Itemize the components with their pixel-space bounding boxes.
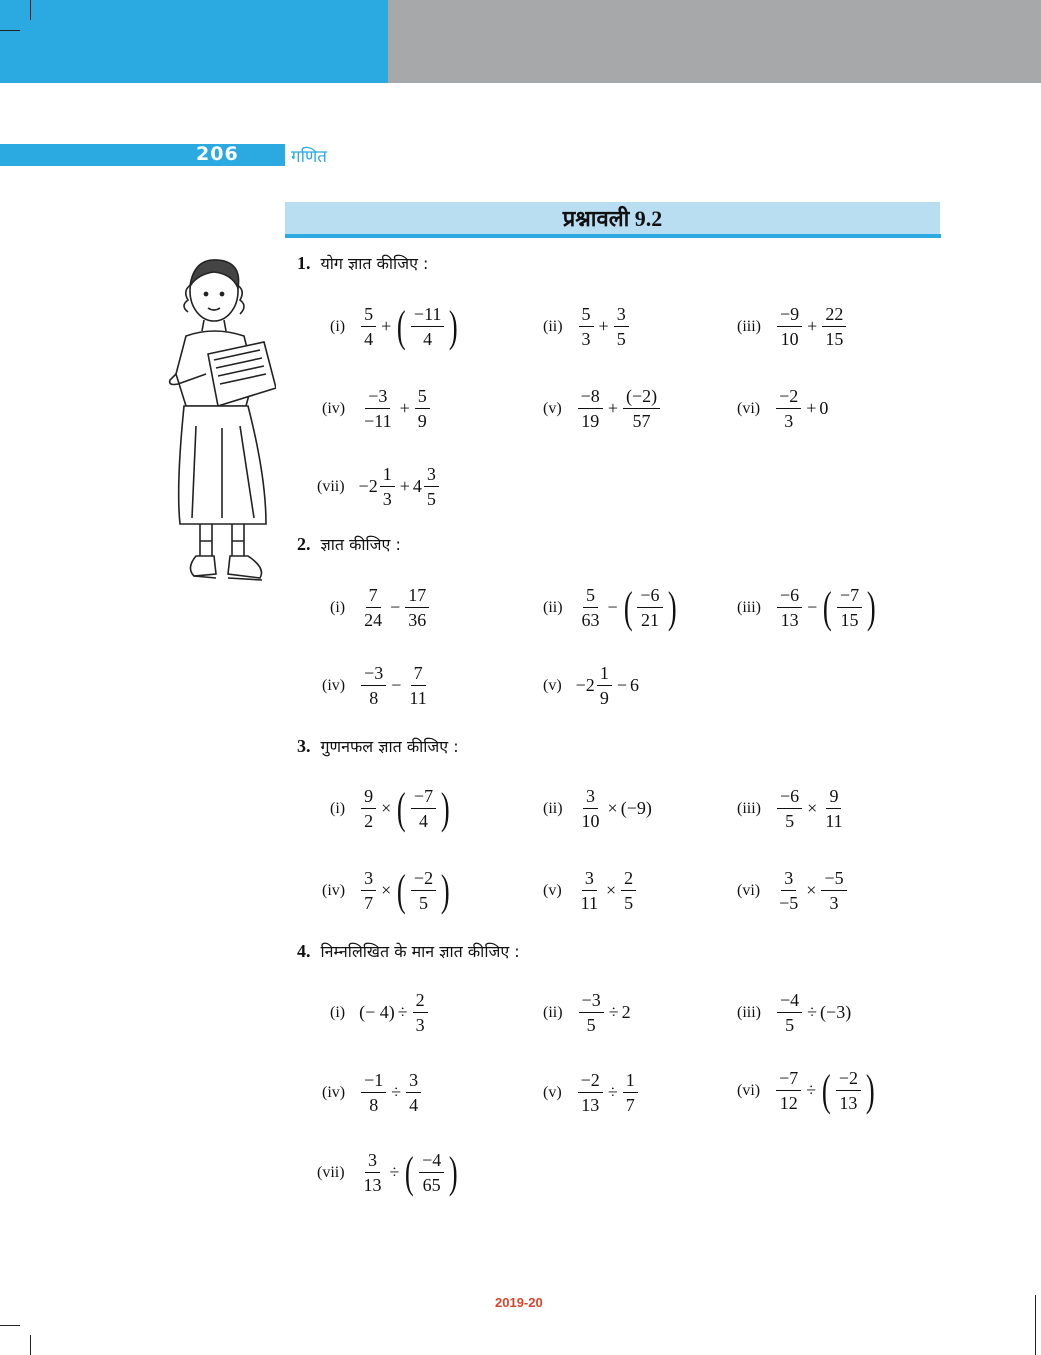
question-text: निम्नलिखित के मान ज्ञात कीजिए : [320, 942, 520, 961]
footer-year: 2019-20 [495, 1295, 543, 1310]
girl-reading-illustration [166, 256, 276, 601]
whole-part: −2 [358, 476, 378, 496]
fraction [579, 990, 604, 1035]
fraction [777, 304, 802, 349]
numerator: 3 [361, 868, 376, 891]
numerator: 7 [366, 585, 381, 608]
q4-item-iv [322, 1070, 423, 1115]
operator: + [381, 316, 392, 336]
operator: ÷ [806, 1080, 817, 1100]
denominator: 13 [780, 610, 799, 630]
fraction [621, 868, 636, 913]
denominator: 10 [581, 811, 600, 831]
number: (−9) [620, 798, 652, 818]
fraction [361, 868, 376, 913]
fraction [405, 585, 429, 630]
numerator: −4 [419, 1150, 444, 1173]
question-number: 3. [297, 736, 311, 756]
denominator: 10 [780, 329, 799, 349]
numerator: −2 [578, 1070, 603, 1093]
denominator: 13 [363, 1175, 382, 1195]
bracket: ) [441, 783, 450, 833]
bracket: ( [397, 865, 406, 915]
denominator: 8 [369, 1095, 379, 1115]
q1-item-i [330, 301, 461, 351]
operator: ÷ [607, 1082, 618, 1102]
q3-item-i [330, 783, 453, 833]
q1-item-iv [322, 386, 432, 431]
exercise-title-box [285, 202, 940, 234]
numerator: 17 [405, 585, 429, 608]
denominator: −11 [364, 411, 392, 431]
fraction [579, 585, 603, 630]
q4-item-v [543, 1070, 640, 1115]
bracket: ) [449, 301, 459, 351]
fraction [413, 990, 428, 1035]
numerator: 7 [411, 663, 426, 686]
item-label: (iv) [322, 399, 346, 417]
q3-item-vi [737, 868, 849, 913]
item-label: (vii) [317, 477, 345, 495]
numerator: −2 [776, 386, 801, 409]
item-label: (vi) [737, 881, 761, 899]
fraction [579, 786, 603, 831]
item-label: (v) [543, 1083, 562, 1101]
operator: − [391, 675, 402, 695]
denominator: 3 [829, 893, 839, 913]
item-label: (i) [330, 1003, 346, 1021]
numerator: 1 [380, 464, 395, 487]
parenthesized-fraction [394, 783, 452, 833]
numerator: −8 [578, 386, 603, 409]
numerator: −11 [411, 304, 444, 327]
denominator: 4 [423, 329, 433, 349]
header-grey-bar [388, 0, 1041, 83]
fraction [361, 386, 394, 431]
bracket: ) [667, 582, 677, 632]
bracket: ( [405, 1147, 415, 1197]
fraction [361, 663, 386, 708]
q4-item-vi [737, 1065, 878, 1115]
fraction [597, 663, 612, 708]
whole-part: 4 [412, 476, 422, 496]
item-label: (ii) [543, 799, 563, 817]
math-part [419, 1150, 444, 1195]
math-part [411, 868, 436, 913]
q1-item-iii [737, 304, 848, 349]
crop-mark [30, 0, 31, 20]
fraction [361, 786, 376, 831]
q2-item-v [543, 663, 639, 708]
operator: × [806, 880, 817, 900]
operator: + [598, 316, 609, 336]
parenthesized-fraction [394, 865, 452, 915]
fraction [578, 386, 603, 431]
denominator: 9 [417, 411, 427, 431]
item-label: (ii) [543, 598, 563, 616]
crop-mark [0, 1325, 20, 1326]
parenthesized-fraction [819, 1065, 877, 1115]
numerator: −2 [411, 868, 436, 891]
whole-part: −2 [575, 675, 595, 695]
fraction [776, 868, 801, 913]
fraction [406, 663, 429, 708]
operator: ÷ [391, 1082, 402, 1102]
denominator: 4 [364, 329, 374, 349]
numerator: 3 [582, 868, 597, 891]
denominator: 15 [840, 610, 859, 630]
numerator: 2 [621, 868, 636, 891]
numerator: 5 [583, 585, 598, 608]
fraction [578, 1070, 603, 1115]
operator: × [607, 798, 618, 818]
numerator: 1 [597, 663, 612, 686]
q2-item-i [330, 585, 431, 630]
q1-item-v [543, 386, 662, 431]
denominator: 5 [586, 1015, 596, 1035]
bracket: ( [397, 301, 406, 351]
fraction [406, 1070, 421, 1115]
numerator: 1 [623, 1070, 638, 1093]
header-accent-bar [0, 0, 388, 83]
denominator: 12 [779, 1093, 798, 1113]
operator: × [606, 880, 617, 900]
numerator: −3 [361, 663, 386, 686]
math-part [637, 585, 662, 630]
operator: − [807, 597, 818, 617]
fraction [623, 386, 660, 431]
q3-item-iv [322, 865, 453, 915]
math-part [837, 585, 862, 630]
item-label: (vi) [737, 399, 761, 417]
math-part [836, 1068, 861, 1113]
exercise-title-rule [285, 234, 941, 238]
item-label: (iii) [737, 1003, 761, 1021]
number: (−3) [820, 1002, 852, 1022]
operator: + [399, 476, 410, 496]
operator: ÷ [608, 1002, 619, 1022]
denominator: 4 [419, 811, 428, 831]
numerator: −9 [777, 304, 802, 327]
fraction [821, 868, 846, 913]
fraction [424, 464, 439, 509]
parenthesized-fraction [820, 582, 878, 632]
operator: × [381, 880, 392, 900]
fraction [380, 464, 395, 509]
fraction [578, 868, 601, 913]
item-label: (i) [330, 317, 346, 335]
operator: × [381, 798, 392, 818]
denominator: 65 [422, 1175, 441, 1195]
operator: × [807, 798, 818, 818]
numerator: 3 [583, 786, 598, 809]
item-label: (v) [543, 881, 562, 899]
question-text: योग ज्ञात कीजिए : [320, 254, 429, 273]
parenthesized-fraction [402, 1147, 460, 1197]
numerator: −6 [777, 585, 802, 608]
item-label: (v) [543, 676, 562, 694]
denominator: 2 [364, 811, 374, 831]
q4-item-ii [543, 990, 631, 1035]
operator: + [807, 316, 818, 336]
numerator: 3 [424, 464, 439, 487]
question-1-heading [297, 252, 428, 274]
crop-mark [30, 1335, 31, 1355]
q4-item-iii [737, 990, 851, 1035]
math-part [411, 786, 436, 831]
fraction [415, 386, 430, 431]
fraction [776, 1068, 801, 1113]
bracket: ) [867, 582, 876, 632]
operator: ÷ [389, 1162, 400, 1182]
question-number: 1. [297, 253, 311, 273]
numerator: 3 [365, 1150, 380, 1173]
denominator: 9 [599, 688, 609, 708]
numerator: −7 [411, 786, 436, 809]
item-label: (iv) [322, 676, 346, 694]
operator: − [390, 597, 401, 617]
q2-item-iii [737, 582, 879, 632]
question-text: गुणनफल ज्ञात कीजिए : [320, 737, 459, 756]
bracket: ) [441, 865, 450, 915]
question-3-heading [297, 735, 459, 757]
exercise-title: प्रश्नावली 9.2 [562, 206, 663, 231]
fraction [777, 585, 802, 630]
fraction [579, 304, 594, 349]
item-label: (i) [330, 598, 346, 616]
bracket: ) [449, 1147, 458, 1197]
denominator: 11 [580, 893, 598, 913]
q1-item-vi [737, 386, 828, 431]
denominator: 11 [409, 688, 427, 708]
denominator: 7 [625, 1095, 635, 1115]
fraction [361, 585, 385, 630]
denominator: 13 [581, 1095, 600, 1115]
denominator: 13 [839, 1093, 858, 1113]
denominator: 57 [632, 411, 651, 431]
numerator: −7 [837, 585, 862, 608]
item-label: (ii) [543, 317, 563, 335]
fraction [623, 1070, 638, 1115]
numerator: (−2) [623, 386, 660, 409]
item-label: (iii) [737, 317, 761, 335]
page-number-bar [0, 144, 285, 166]
question-4-heading [297, 940, 520, 962]
number: 2 [621, 1002, 631, 1022]
denominator: −5 [779, 893, 799, 913]
bracket: ( [823, 582, 833, 632]
q4-item-vii [317, 1147, 461, 1197]
numerator: −4 [777, 990, 802, 1013]
numerator: −7 [776, 1068, 801, 1091]
operator: + [607, 398, 618, 418]
item-label: (iv) [322, 881, 346, 899]
fraction [361, 1150, 385, 1195]
q3-item-v [543, 868, 638, 913]
q1-item-ii [543, 304, 631, 349]
q2-item-ii [543, 582, 679, 632]
bracket: ( [397, 783, 406, 833]
numerator: −6 [637, 585, 662, 608]
fraction [822, 304, 846, 349]
denominator: 8 [369, 688, 379, 708]
denominator: 5 [785, 1015, 795, 1035]
parenthesized-fraction [621, 582, 679, 632]
operator: ÷ [397, 1002, 408, 1022]
denominator: 5 [616, 329, 626, 349]
number: (− 4) [359, 1002, 395, 1022]
fraction [822, 786, 845, 831]
denominator: 24 [364, 610, 383, 630]
operator: ÷ [807, 1002, 818, 1022]
denominator: 5 [419, 893, 428, 913]
question-2-heading [297, 533, 401, 555]
denominator: 5 [426, 489, 436, 509]
numerator: 2 [413, 990, 428, 1013]
question-number: 4. [297, 941, 311, 961]
numerator: −3 [365, 386, 390, 409]
question-text: ज्ञात कीजिए : [320, 535, 401, 554]
operator: − [616, 675, 627, 695]
fraction [614, 304, 629, 349]
fraction [777, 990, 802, 1035]
denominator: 3 [415, 1015, 425, 1035]
numerator: 3 [406, 1070, 421, 1093]
item-label: (vi) [737, 1081, 761, 1099]
number: 0 [819, 398, 829, 418]
denominator: 11 [825, 811, 843, 831]
question-number: 2. [297, 534, 311, 554]
item-label: (v) [543, 399, 562, 417]
crop-mark [1035, 1295, 1036, 1355]
bracket: ( [822, 1065, 831, 1115]
q3-item-ii [543, 786, 652, 831]
crop-mark [0, 30, 20, 31]
numerator: 9 [361, 786, 376, 809]
operator: + [806, 398, 817, 418]
denominator: 15 [825, 329, 844, 349]
subject-title: गणित [291, 147, 327, 167]
item-label: (ii) [543, 1003, 563, 1021]
item-label: (iv) [322, 1083, 346, 1101]
numerator: −1 [361, 1070, 386, 1093]
numerator: 3 [781, 868, 796, 891]
operator: + [399, 398, 410, 418]
bracket: ( [623, 582, 633, 632]
parenthesized-fraction [394, 301, 461, 351]
q1-item-vii [317, 464, 441, 509]
page-number: 206 [196, 143, 239, 165]
denominator: 7 [364, 893, 374, 913]
numerator: 5 [415, 386, 430, 409]
item-label: (vii) [317, 1163, 345, 1181]
math-part [411, 304, 444, 349]
denominator: 4 [409, 1095, 419, 1115]
numerator: 5 [361, 304, 376, 327]
numerator: 22 [822, 304, 846, 327]
fraction [776, 386, 801, 431]
number: 6 [629, 675, 639, 695]
denominator: 5 [624, 893, 634, 913]
numerator: −2 [836, 1068, 861, 1091]
fraction [777, 786, 802, 831]
denominator: 63 [581, 610, 600, 630]
numerator: −3 [579, 990, 604, 1013]
denominator: 19 [581, 411, 600, 431]
denominator: 36 [408, 610, 427, 630]
denominator: 21 [640, 610, 659, 630]
numerator: 5 [579, 304, 594, 327]
bracket: ) [865, 1065, 875, 1115]
numerator: 3 [614, 304, 629, 327]
numerator: 9 [826, 786, 841, 809]
numerator: −6 [777, 786, 802, 809]
q2-item-iv [322, 663, 432, 708]
q4-item-i [330, 990, 430, 1035]
denominator: 5 [785, 811, 795, 831]
operator: − [607, 597, 618, 617]
q3-item-iii [737, 786, 848, 831]
item-label: (iii) [737, 799, 761, 817]
fraction [361, 304, 376, 349]
denominator: 3 [382, 489, 392, 509]
fraction [361, 1070, 386, 1115]
item-label: (iii) [737, 598, 761, 616]
numerator: −5 [821, 868, 846, 891]
item-label: (i) [330, 799, 346, 817]
denominator: 3 [784, 411, 794, 431]
denominator: 3 [581, 329, 591, 349]
